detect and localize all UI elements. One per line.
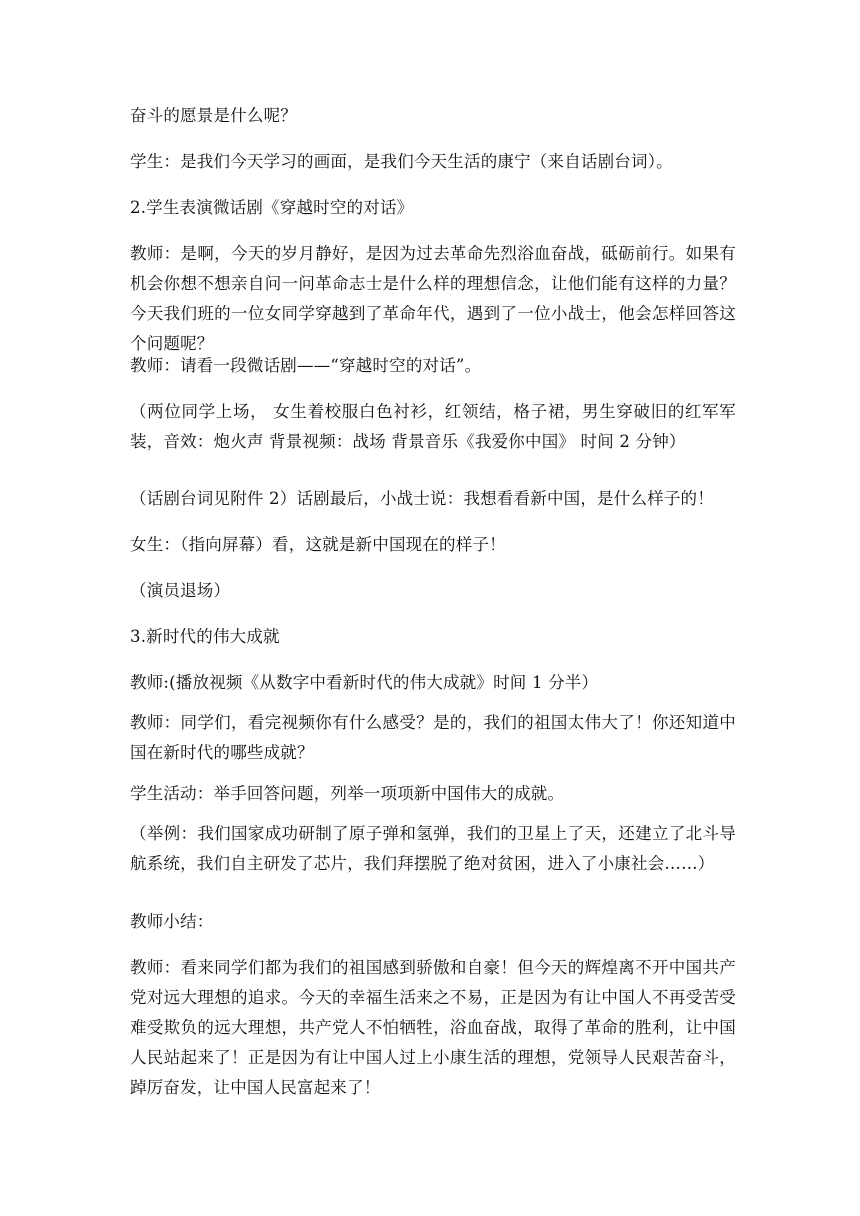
paragraph-actors-exit: （演员退场） [130,581,231,600]
section-heading-micro-drama: 2.学生表演微话剧《穿越时空的对话》 [130,198,414,217]
paragraph-student-answer: 学生：是我们今天学习的画面，是我们今天生活的康宁（来自话剧台词）。 [130,152,673,171]
paragraph-student-activity: 学生活动：举手回答问题，列举一项项新中国伟大的成就。 [130,784,565,803]
section-heading-achievements: 3.新时代的伟大成就 [130,627,280,646]
paragraph-girl-line: 女生：（指向屏幕）看，这就是新中国现在的样子！ [130,535,506,554]
paragraph-teacher-video: 教师:(播放视频《从数字中看新时代的伟大成就》时间 1 分半） [130,673,599,692]
paragraph-examples: （举例：我们国家成功研制了原子弹和氢弹，我们的卫星上了天，还建立了北斗导航系统，我们自主研发了芯片，我们拜摆脱了绝对贫困，进入了小康社会……） [130,824,736,873]
paragraph-teacher-watch-drama: 教师：请看一段微话剧——“穿越时空的对话”。 [130,356,482,375]
paragraph-drama-ending: （话剧台词见附件 2）话剧最后，小战士说：我想看看新中国，是什么样子的！ [130,489,714,508]
paragraph-teacher-intro-drama: 教师：是啊，今天的岁月静好，是因为过去革命先烈浴血奋战，砥砺前行。如果有机会你想不想亲自问一问革命志士是什么样的理想信念，让他们能有这样的力量？今天我们班的一位女同学穿越到了革命年代，遇到了一位小战士，他会怎样回答这个问题呢？ [130,244,736,353]
paragraph-stage-directions: （两位同学上场， 女生着校服白色衬衫，红领结，格子裙，男生穿破旧的红军军装，音效：炮火声 背景视频：战场 背景音乐《我爱你中国》 时间 2 分钟） [130,402,736,451]
paragraph-teacher-summary: 教师：看来同学们都为我们的祖国感到骄傲和自豪！但今天的辉煌离不开中国共产党对远大理想的追求。今天的幸福生活来之不易，正是因为有让中国人不再受苦受难受欺负的远大理想，共产党人不怕牺牲，浴血奋战，取得了革命的胜利，让中国人民站起来了！正是因为有让中国人过上小康生活的理想，党领导人民艰苦奋斗，踔厉奋发，让中国人民富起来了！ [130,958,736,1097]
paragraph-vision-question: 奋斗的愿景是什么呢？ [130,106,297,125]
paragraph-teacher-summary-heading: 教师小结： [130,912,214,931]
paragraph-teacher-question: 教师：同学们，看完视频你有什么感受？是的，我们的祖国太伟大了！你还知道中国在新时代的哪些成就？ [130,713,736,762]
